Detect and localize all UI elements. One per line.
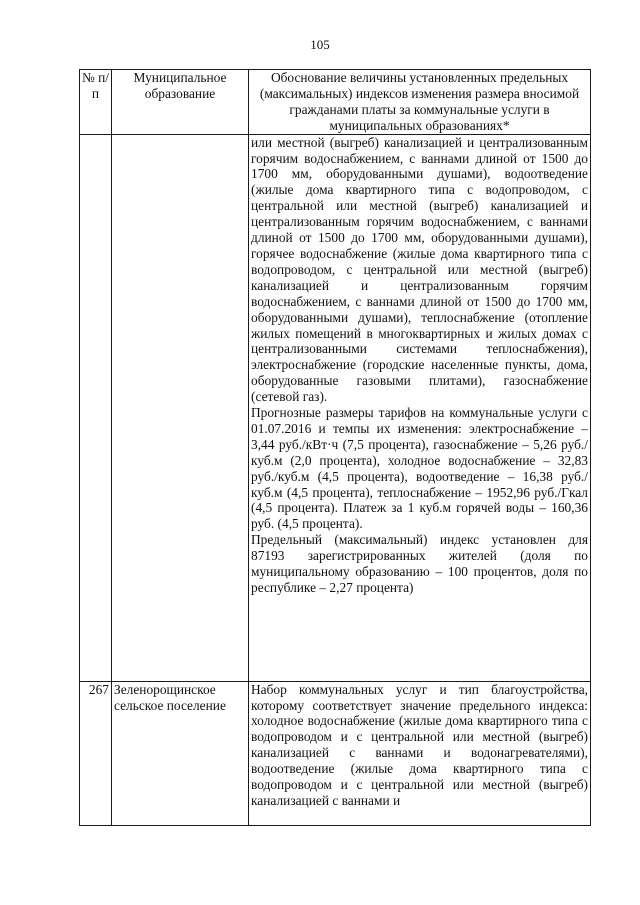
table-row-continued [80,134,591,681]
justification-paragraph: Прогнозные размеры тарифов на коммунальные услуги с 01.07.2016 и темпы их изменения: электроснабжение – 3,44 руб./кВт·ч (7,5 процента), газоснабжение – 5,26 руб./куб.м (2,0 процента), холодное водоснабжение – 32,83 руб./куб.м (4,5 процента), водоотведение – 16,38 руб./куб.м (4,5 процента), теплоснабжение – 1952,96 руб./Гкал (4,5 процента). Платеж за 1 куб.м горячей воды – 160,36 руб. (4,5 процента). [251,405,588,532]
page-number: 105 [310,37,330,52]
justification-paragraph: Набор коммунальных услуг и тип благоустройства, которому соответствует значение предельного индекса: холодное водоснабжение (жилые дома квартирного типа с водопроводом и с центральной или местной (выгреб) канализацией с ваннами и водонагревателями), водоотведение (жилые дома квартирного типа с водопроводом и с центральной или местной (выгреб) канализацией с ваннами и [251,681,588,808]
municipality-cell: Зеленорощинское сельское поселение [112,681,249,825]
header-justification: Обоснование величины установленных предельных (максимальных) индексов изменения размера вносимой гражданами платы за коммунальные услуги в муниципальных образованиях* [249,70,591,135]
municipality-cell [112,134,249,681]
row-number-cell: 267 [80,681,112,825]
table-row-267 [80,681,591,825]
header-municipality: Муниципальное образование [112,70,249,135]
municipal-index-table [79,69,591,826]
justification-paragraph: Предельный (максимальный) индекс установлен для 87193 зарегистрированных жителей (доля по муниципальному образованию – 100 процентов, доля по республике – 2,27 процента) [251,532,588,595]
table-header-row [80,70,591,135]
justification-paragraph: или местной (выгреб) канализацией и централизованным горячим водоснабжением, с ваннами длиной от 1500 до 1700 мм, оборудованными душами), водоотведение (жилые дома квартирного типа с водопроводом, с центральной или местной (выгреб) канализацией и централизованным горячим водоснабжением, с ваннами длиной от 1500 до 1700 мм, оборудованными душами), горячее водоснабжение (жилые дома квартирного типа с водопроводом, с центральной или местной (выгреб) канализацией и централизованным горячим водоснабжением, с ваннами длиной от 1500 до 1700 мм, оборудованными душами), теплоснабжение (отопление жилых помещений в многоквартирных и жилых домах с централизованными системами теплоснабжения), электроснабжение (городские населенные пункты, дома, оборудованные газовыми плитами), газоснабжение (сетевой газ). [251,134,588,405]
justification-cell [249,681,591,825]
header-number: № п/п [80,70,112,135]
row-number-cell [80,134,112,681]
justification-cell [249,134,591,681]
